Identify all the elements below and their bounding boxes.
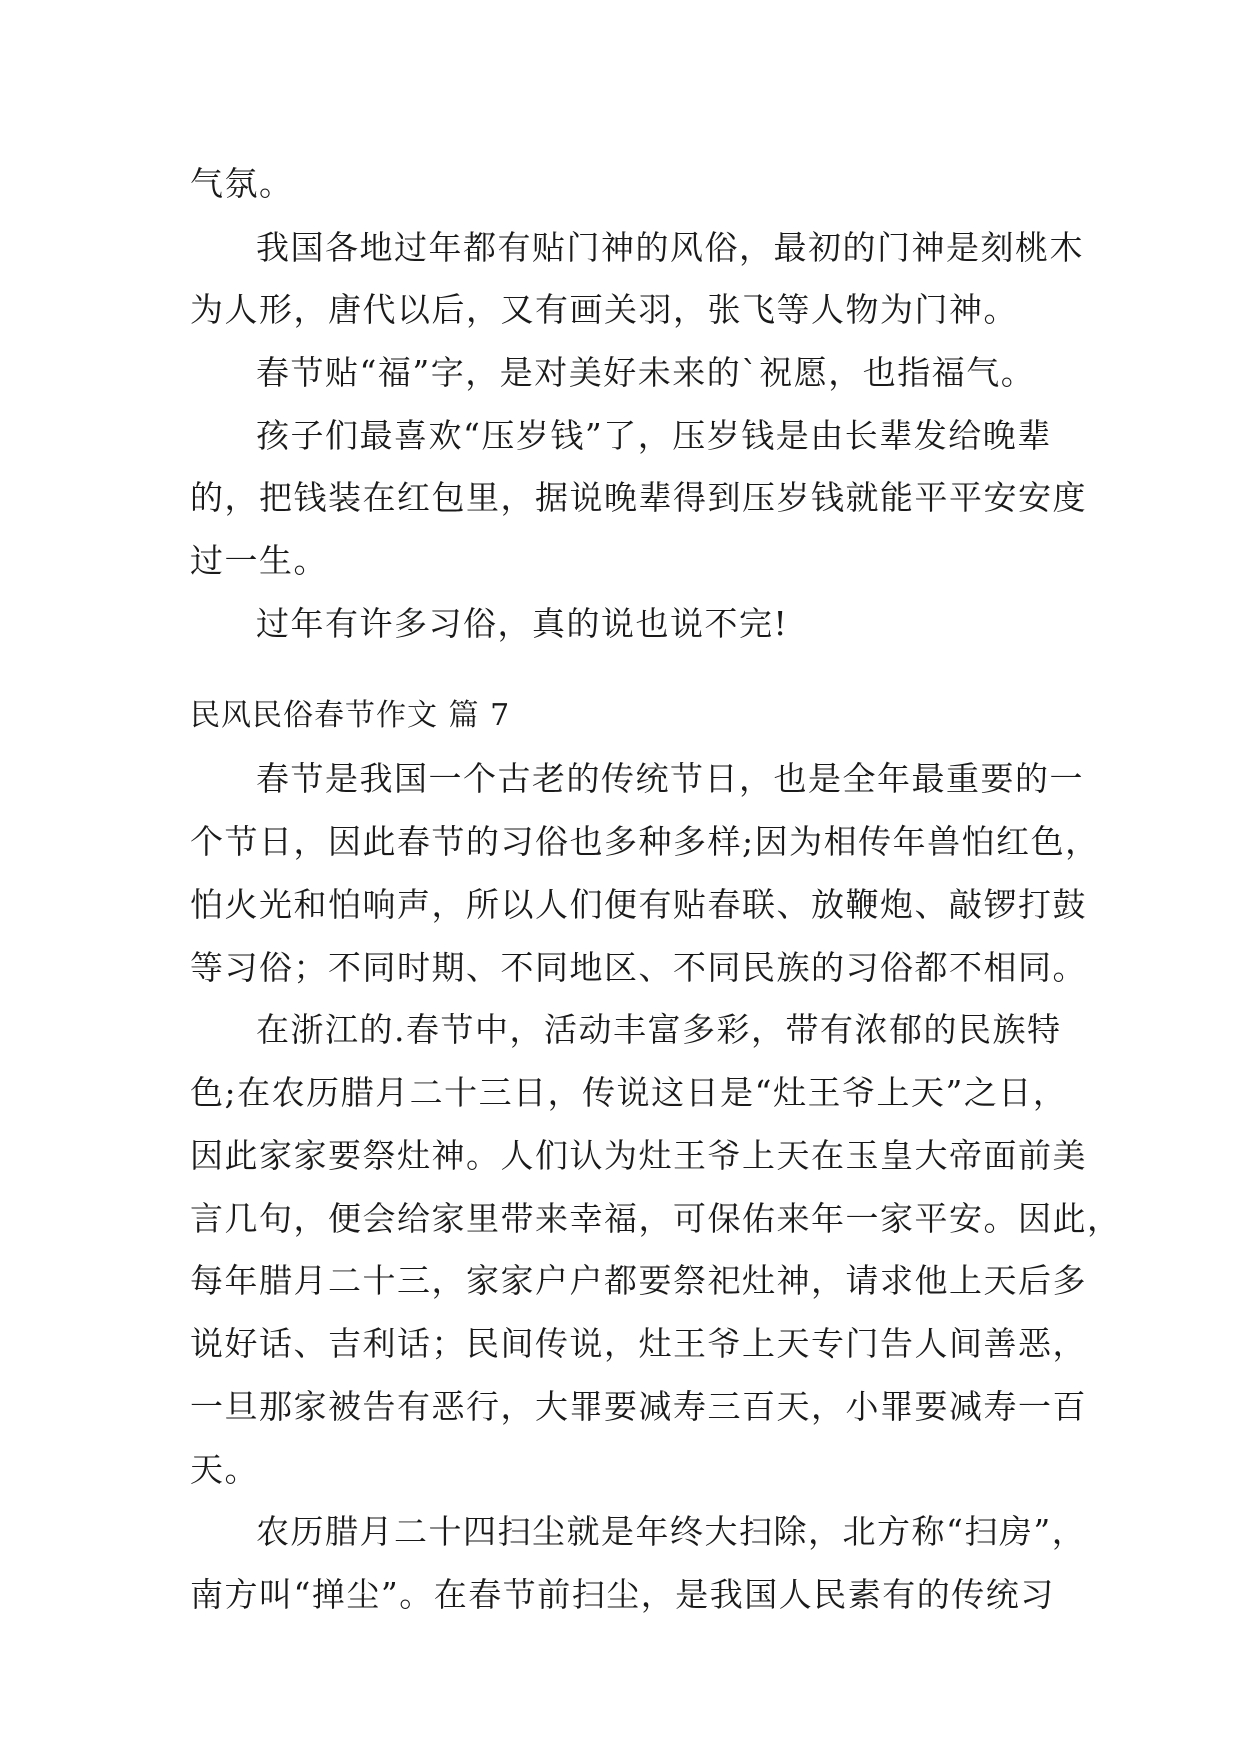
text-line: 我国各地过年都有贴门神的风俗，最初的门神是刻桃木	[256, 228, 1084, 267]
text-line: 怕火光和怕响声，所以人们便有贴春联、放鞭炮、敲锣打鼓	[190, 885, 1087, 924]
text-line: 过年有许多习俗，真的说也说不完!	[256, 604, 789, 643]
text-line: 等习俗；不同时期、不同地区、不同民族的习俗都不相同。	[190, 948, 1087, 987]
text-line: 言几句，便会给家里带来幸福，可保佑来年一家平安。因此，	[190, 1199, 1122, 1238]
text-line: 的，把钱装在红包里，据说晚辈得到压岁钱就能平平安安度	[190, 478, 1087, 517]
text-line: 春节是我国一个古老的传统节日，也是全年最重要的一	[256, 759, 1084, 798]
text-line: 说好话、吉利话；民间传说，灶王爷上天专门告人间善恶，	[190, 1324, 1087, 1363]
text-line: 孩子们最喜欢“压岁钱”了，压岁钱是由长辈发给晚辈	[256, 416, 1052, 455]
text-line: 气氛。	[190, 164, 294, 203]
text-line: 在浙江的.春节中，活动丰富多彩，带有浓郁的民族特	[256, 1010, 1062, 1049]
text-line: 一旦那家被告有恶行，大罪要减寿三百天，小罪要减寿一百	[190, 1387, 1087, 1426]
text-line: 农历腊月二十四扫尘就是年终大扫除，北方称“扫房”，	[256, 1512, 1087, 1551]
text-line: 南方叫“掸尘”。在春节前扫尘，是我国人民素有的传统习	[190, 1575, 1055, 1614]
text-line: 过一生。	[190, 541, 328, 580]
text-line: 因此家家要祭灶神。人们认为灶王爷上天在玉皇大帝面前美	[190, 1136, 1087, 1175]
text-line: 色;在农历腊月二十三日，传说这日是“灶王爷上天”之日，	[190, 1073, 1068, 1112]
text-line: 个节日，因此春节的习俗也多种多样;因为相传年兽怕红色，	[190, 822, 1100, 861]
text-line: 每年腊月二十三，家家户户都要祭祀灶神，请求他上天后多	[190, 1261, 1087, 1300]
text-line: 春节贴“福”字，是对美好未来的`祝愿，也指福气。	[256, 353, 1036, 392]
text-line: 天。	[190, 1450, 259, 1489]
section-heading: 民风民俗春节作文 篇 7	[190, 698, 511, 733]
text-line: 为人形，唐代以后，又有画关羽，张飞等人物为门神。	[190, 290, 1018, 329]
